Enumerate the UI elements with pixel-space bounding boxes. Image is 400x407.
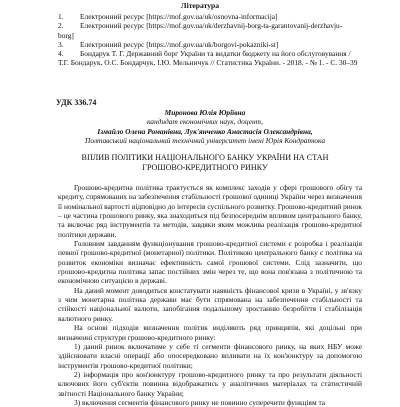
- reference-text: Бондарук Т. Г. Державний борг України та видатки бюджету на його обслуговування / Т.Г. Бондарук, О.С. Бондарчук, І.Ю. Мельничук // Статистика України. - 2018. - № 1. - С. 30–39: [58, 49, 358, 68]
- reference-number: 2.: [58, 21, 64, 31]
- references-list: [58, 12, 358, 68]
- body-paragraph: На даний момент доводиться констатувати наявність фінансової кризи в Україні, у зв'язку з чим монетарна політика держави має бути спрямована на забезпечення стабільності та стійкості національної валюти, запобігання подальшому зростанню безробіття і стабілізація валютного ринку.: [58, 285, 362, 323]
- body-paragraph: 3) включення сегментів фінансового ринку не повинно суперечити функціям та: [74, 397, 326, 407]
- reference-number: 4.: [58, 49, 64, 59]
- reference-text: Електронний ресурс [https://mof.gov.ua/uk/derzhavnij-borg-ta-garantovanij-derzhavju-borg]: [58, 21, 343, 40]
- references-heading: Література: [180, 1, 220, 10]
- body-paragraph: 2) інформація про кон'юнктуру грошово-кредитного ринку та про результати діяльності ключових його суб'єктів повинна відображатись у аналітичних матеріалах та статистичній звітності Національного банку України;: [58, 369, 362, 398]
- lead-author-role: кандидат економічних наук, доцент,: [146, 117, 264, 127]
- article-title-line: ГРОШОВО-КРЕДИТНОГО РИНКУ: [142, 163, 268, 172]
- body-paragraph: Головним завданням функціонування грошово-кредитної системи є розробка і реалізація певної грошово-кредитної (монетарної) політики. Політикою центрального банку є політика на розвиток економіки визначає ефективність самої грошової системи. Слід зазначити, що грошово-кредитна політика запас постійних змін через те, що вона пов'язана з політичною та економічною ситуацією в державі.: [58, 239, 362, 286]
- authors-block: [40, 108, 370, 146]
- lead-author: Миронова Юлія Юріївна: [164, 108, 246, 117]
- reference-item: [58, 40, 358, 49]
- udk-code: УДК 336.74: [56, 98, 97, 107]
- article-body: [58, 183, 362, 407]
- institution: Полтавський національний технічний університет імені Юрія Кондратюка: [84, 136, 326, 146]
- reference-item: [58, 21, 358, 40]
- reference-number: 1.: [58, 12, 64, 21]
- article-title: [40, 153, 370, 173]
- body-paragraph: На основі підходів визначення політик виділяють ряд принципів, які доцільні при визначенні структури грошово-кредитного ринку:: [58, 323, 362, 342]
- body-paragraph: 1) даний ринок включатиме у себе ті сегменти фінансового ринку, на яких НБУ може здійснювати власні операції або опосередковано впливати на їх кон'юнктуру за допомогою інструментів грошово-кредитної політики;: [58, 341, 362, 370]
- article-title-line: ВПЛИВ ПОЛІТИКИ НАЦІОНАЛЬНОГО БАНКУ УКРАЇНИ НА СТАН: [81, 153, 329, 162]
- reference-item: [58, 12, 358, 21]
- reference-number: 3.: [58, 39, 64, 49]
- body-paragraph: Грошово-кредитна політика трактується як комплекс заходів у сфері грошового обігу та кредиту, спрямованих на забезпечення стабільності грошової одиниці України через визначення її номінальної вартості відповідно до інтересів суспільного розвитку. Грошово-кредитний ринок – це частина грошового ринку, яка знаходиться під безпосереднім впливом центрального банку, та включає ряд інструментів та методів, завдяки яким можлива реалізація грошово-кредитної політики держави.: [58, 183, 362, 239]
- student-authors: Ізмайло Олена Романівна, Лук'янченко Анастасія Олександрівна,: [97, 126, 313, 136]
- reference-text: Електронний ресурс [https://mof.gov.ua/uk/borgovi-pokazniki-st]: [80, 39, 279, 49]
- reference-text: Електронний ресурс [https://mof.gov.ua/uk/osnovna-informacija]: [80, 12, 278, 21]
- reference-item: [58, 49, 358, 68]
